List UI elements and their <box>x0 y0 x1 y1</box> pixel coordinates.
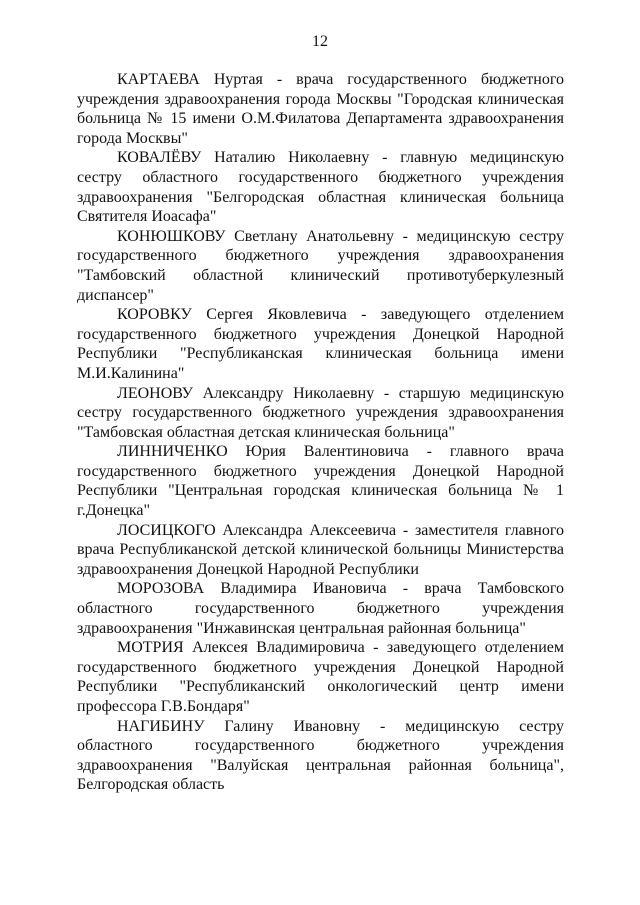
award-entry-nagibina: НАГИБИНУ Галину Ивановну - медицинскую сестру областного государственного бюджетного учреждения здравоохранения "Валуйская центральная районная больница", Белгородская область <box>77 717 564 794</box>
award-entry-kartaev: КАРТАЕВА Нуртая - врача государственного бюджетного учреждения здравоохранения города Москвы "Городская клиническая больница № 15 имени О.М.Филатова Департамента здравоохранения города Москвы" <box>77 71 564 147</box>
award-entry-kovaleva: КОВАЛЁВУ Наталию Николаевну - главную медицинскую сестру областного государственного бюджетного учреждения здравоохранения "Белгородская областная клиническая больница Святителя Иоасафа" <box>77 149 564 226</box>
award-entry-motriy: МОТРИЯ Алексея Владимировича - заведующего отделением государственного бюджетного учреждения Донецкой Народной Республики "Республиканский онкологический центр имени профессора Г.В.Бондаря" <box>77 639 564 715</box>
award-entry-konyushkova: КОНЮШКОВУ Светлану Анатольевну - медицинскую сестру государственного бюджетного учреждения здравоохранения "Тамбовский областной клинический противотуберкулезный диспансер" <box>77 227 564 304</box>
page-number: 12 <box>312 33 328 50</box>
award-entry-korovka: КОРОВКУ Сергея Яковлевича - заведующего отделением государственного бюджетного учреждения Донецкой Народной Республики "Республиканская клиническая больница имени М.И.Калинина" <box>77 306 564 382</box>
award-entry-lositsky: ЛОСИЦКОГО Александра Алексеевича - заместителя главного врача Республиканской детской клинической больницы Министерства здравоохранения Донецкой Народной Республики <box>77 521 564 578</box>
award-entry-leonova: ЛЕОНОВУ Александру Николаевну - старшую медицинскую сестру государственного бюджетного учреждения здравоохранения "Тамбовская областная детская клиническая больница" <box>77 384 564 441</box>
award-entry-linnichenko: ЛИННИЧЕНКО Юрия Валентиновича - главного врача государственного бюджетного учреждения Донецкой Народной Республики "Центральная городская клиническая больница № 1 г.Донецка" <box>77 443 564 520</box>
award-list <box>77 70 564 795</box>
award-entry-morozov: МОРОЗОВА Владимира Ивановича - врача Тамбовского областного государственного бюджетного учреждения здравоохранения "Инжавинская центральная районная больница" <box>77 580 564 637</box>
